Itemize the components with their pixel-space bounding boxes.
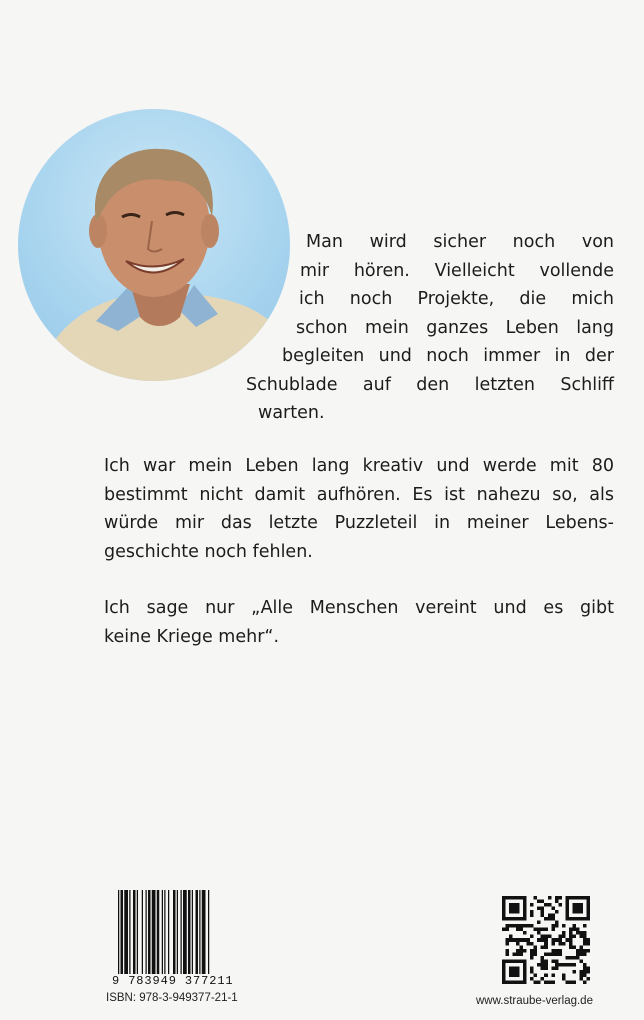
text-line: warten. — [258, 403, 325, 423]
text-line: begleiten und noch immer in der — [282, 346, 614, 366]
barcode-icon — [118, 890, 240, 978]
text-line: bestimmt nicht damit aufhören. Es ist nahezu so, als — [104, 484, 614, 505]
text-line: schon mein ganzes Leben lang — [296, 317, 614, 338]
text-line: Ich sage nur „Alle Menschen vereint und es gibt — [104, 598, 614, 618]
text-line: Man wird sicher noch von — [306, 232, 614, 252]
author-quote-paragraph-1 — [246, 228, 614, 428]
publisher-url[interactable]: www.straube-verlag.de — [476, 995, 593, 1007]
text-line: Schublade auf den letzten Schliff — [246, 374, 614, 395]
author-quote-paragraph-2 — [104, 452, 614, 566]
text-line: keine Kriege mehr“. — [104, 626, 280, 647]
text-line: geschichte noch fehlen. — [104, 541, 313, 562]
text-line: mir hören. Vielleicht vollende — [300, 260, 614, 281]
isbn-number: ISBN: 978-3-949377-21-1 — [106, 992, 238, 1004]
barcode-digits: 9 783949 377211 — [112, 974, 234, 988]
author-quote-paragraph-3 — [104, 594, 614, 651]
text-line: ich noch Projekte, die mich — [299, 289, 614, 309]
text-line: würde mir das letzte Puzzleteil in meiner Lebens- — [104, 513, 614, 533]
qr-code-icon[interactable] — [502, 896, 590, 984]
text-line: Ich war mein Leben lang kreativ und werde mit 80 — [104, 456, 614, 476]
